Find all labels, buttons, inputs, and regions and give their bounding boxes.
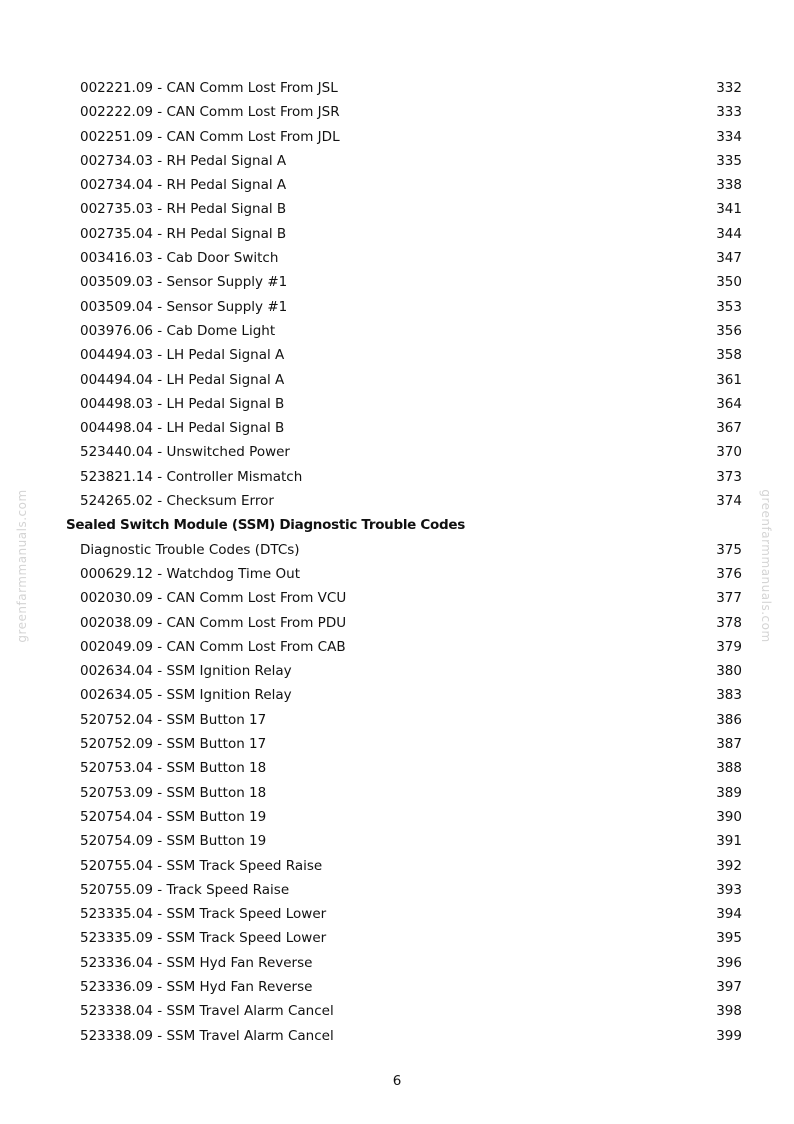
toc-entry-page: 379 bbox=[716, 638, 742, 655]
toc-entry[interactable] bbox=[66, 149, 742, 173]
toc-entry[interactable] bbox=[66, 926, 742, 950]
toc-entry-title: 002634.05 - SSM Ignition Relay bbox=[80, 687, 292, 704]
toc-entry-title: 002038.09 - CAN Comm Lost From PDU bbox=[80, 614, 347, 631]
toc-entry[interactable] bbox=[66, 805, 742, 829]
toc-entry-title: 002030.09 - CAN Comm Lost From VCU bbox=[80, 590, 347, 607]
toc-entry-title: 523335.04 - SSM Track Speed Lower bbox=[80, 906, 327, 923]
toc-entry-title: 004494.04 - LH Pedal Signal A bbox=[80, 371, 285, 388]
toc-entry[interactable] bbox=[66, 440, 742, 464]
toc-entry-page: 395 bbox=[716, 930, 742, 947]
toc-entry[interactable] bbox=[66, 465, 742, 489]
toc-entry-title: 003509.04 - Sensor Supply #1 bbox=[80, 298, 288, 315]
toc-entry-title: Diagnostic Trouble Codes (DTCs) bbox=[80, 541, 300, 558]
toc-entry-title: 004498.03 - LH Pedal Signal B bbox=[80, 395, 285, 412]
toc-entry-page: 396 bbox=[716, 954, 742, 971]
toc-entry[interactable] bbox=[66, 854, 742, 878]
toc-entry-title: 520755.09 - Track Speed Raise bbox=[80, 881, 290, 898]
toc-entry-page: 370 bbox=[716, 444, 742, 461]
toc-entry-page: 374 bbox=[716, 493, 742, 510]
toc-entry-page: 389 bbox=[716, 784, 742, 801]
toc-entry-title: 002735.04 - RH Pedal Signal B bbox=[80, 225, 287, 242]
toc-entry[interactable] bbox=[66, 100, 742, 124]
toc-entry[interactable] bbox=[66, 295, 742, 319]
toc-entry-title: 002251.09 - CAN Comm Lost From JDL bbox=[80, 128, 340, 145]
toc-entry-page: 332 bbox=[716, 80, 742, 96]
toc-entry-page: 393 bbox=[716, 881, 742, 898]
toc-entry-title: 003416.03 - Cab Door Switch bbox=[80, 250, 279, 267]
toc-entry-page: 373 bbox=[716, 468, 742, 485]
toc-entry[interactable] bbox=[66, 562, 742, 586]
toc-entry-title: 523338.09 - SSM Travel Alarm Cancel bbox=[80, 1027, 334, 1044]
toc-entry-page: 399 bbox=[716, 1027, 742, 1044]
toc-entry-page: 387 bbox=[716, 736, 742, 753]
toc-entry[interactable] bbox=[66, 683, 742, 707]
toc-entry-page: 397 bbox=[716, 978, 742, 995]
toc-entry-title: 002222.09 - CAN Comm Lost From JSR bbox=[80, 104, 340, 121]
toc-entry-page: 361 bbox=[716, 371, 742, 388]
toc-entry-title: 523821.14 - Controller Mismatch bbox=[80, 468, 303, 485]
toc-entry-page: 391 bbox=[716, 833, 742, 850]
toc-entry-title: 002634.04 - SSM Ignition Relay bbox=[80, 663, 292, 680]
toc-entry[interactable] bbox=[66, 611, 742, 635]
toc-entry-page: 358 bbox=[716, 347, 742, 364]
toc-entry[interactable] bbox=[66, 270, 742, 294]
toc-entry-title: 520754.09 - SSM Button 19 bbox=[80, 833, 267, 850]
toc-entry[interactable] bbox=[66, 1024, 742, 1048]
toc-entry[interactable] bbox=[66, 319, 742, 343]
toc-entry[interactable] bbox=[66, 732, 742, 756]
toc-entry-title: 000629.12 - Watchdog Time Out bbox=[80, 565, 300, 582]
toc-entry[interactable] bbox=[66, 708, 742, 732]
toc-entry[interactable] bbox=[66, 343, 742, 367]
table-of-contents bbox=[66, 76, 742, 1048]
toc-entry-title: 524265.02 - Checksum Error bbox=[80, 493, 274, 510]
toc-entry-title: 523336.04 - SSM Hyd Fan Reverse bbox=[80, 954, 313, 971]
toc-entry-page: 386 bbox=[716, 711, 742, 728]
toc-entry[interactable] bbox=[66, 197, 742, 221]
toc-entry[interactable] bbox=[66, 538, 742, 562]
toc-entry-title: 520753.04 - SSM Button 18 bbox=[80, 760, 267, 777]
toc-entry-page: 367 bbox=[716, 420, 742, 437]
toc-entry-title: 004494.03 - LH Pedal Signal A bbox=[80, 347, 285, 364]
toc-entry-page: 377 bbox=[716, 590, 742, 607]
toc-entry-page: 383 bbox=[716, 687, 742, 704]
toc-entry-page: 394 bbox=[716, 906, 742, 923]
toc-entry[interactable] bbox=[66, 125, 742, 149]
toc-entry-page: 398 bbox=[716, 1003, 742, 1020]
toc-entry-title: 002734.04 - RH Pedal Signal A bbox=[80, 177, 287, 194]
toc-entry-page: 334 bbox=[716, 128, 742, 145]
toc-entry[interactable] bbox=[66, 489, 742, 513]
toc-entry[interactable] bbox=[66, 829, 742, 853]
toc-entry-page: 341 bbox=[716, 201, 742, 218]
toc-entry-title: 002221.09 - CAN Comm Lost From JSL bbox=[80, 80, 338, 96]
toc-entry-title: 002734.03 - RH Pedal Signal A bbox=[80, 152, 287, 169]
toc-entry-page: 338 bbox=[716, 177, 742, 194]
toc-entry[interactable] bbox=[66, 975, 742, 999]
toc-entry-page: 376 bbox=[716, 565, 742, 582]
toc-entry[interactable] bbox=[66, 902, 742, 926]
toc-entry[interactable] bbox=[66, 173, 742, 197]
page-number: 6 bbox=[392, 1073, 402, 1089]
toc-entry-page: 335 bbox=[716, 152, 742, 169]
toc-entry[interactable] bbox=[66, 878, 742, 902]
toc-entry[interactable] bbox=[66, 246, 742, 270]
toc-entry-title: 520752.04 - SSM Button 17 bbox=[80, 711, 267, 728]
toc-entry-title: 520755.04 - SSM Track Speed Raise bbox=[80, 857, 323, 874]
toc-entry-page: 333 bbox=[716, 104, 742, 121]
toc-entry-title: 520753.09 - SSM Button 18 bbox=[80, 784, 267, 801]
toc-section-heading: Sealed Switch Module (SSM) Diagnostic Trouble Codes bbox=[66, 517, 465, 534]
toc-entry-title: 004498.04 - LH Pedal Signal B bbox=[80, 420, 285, 437]
toc-entry[interactable] bbox=[66, 416, 742, 440]
toc-entry-page: 353 bbox=[716, 298, 742, 315]
toc-entry-title: 523335.09 - SSM Track Speed Lower bbox=[80, 930, 327, 947]
toc-entry-title: 523440.04 - Unswitched Power bbox=[80, 444, 290, 461]
watermark-right: greenfarmmanuals.com bbox=[759, 489, 773, 643]
toc-entry[interactable] bbox=[66, 586, 742, 610]
toc-entry[interactable] bbox=[66, 659, 742, 683]
toc-entry-page: 364 bbox=[716, 395, 742, 412]
toc-entry-page: 347 bbox=[716, 250, 742, 267]
toc-entry[interactable] bbox=[66, 76, 742, 100]
toc-entry-page: 390 bbox=[716, 808, 742, 825]
toc-entry-page: 388 bbox=[716, 760, 742, 777]
toc-entry[interactable] bbox=[66, 756, 742, 780]
toc-entry-page: 344 bbox=[716, 225, 742, 242]
toc-entry-title: 520754.04 - SSM Button 19 bbox=[80, 808, 267, 825]
toc-entry-title: 003509.03 - Sensor Supply #1 bbox=[80, 274, 288, 291]
toc-entry-title: 002735.03 - RH Pedal Signal B bbox=[80, 201, 287, 218]
toc-entry[interactable] bbox=[66, 368, 742, 392]
toc-entry-title: 003976.06 - Cab Dome Light bbox=[80, 322, 276, 339]
toc-entry[interactable] bbox=[66, 392, 742, 416]
toc-entry-title: 523338.04 - SSM Travel Alarm Cancel bbox=[80, 1003, 334, 1020]
toc-entry-page: 380 bbox=[716, 663, 742, 680]
toc-entry-title: 523336.09 - SSM Hyd Fan Reverse bbox=[80, 978, 313, 995]
toc-entry-page: 392 bbox=[716, 857, 742, 874]
toc-entry[interactable] bbox=[66, 222, 742, 246]
toc-entry[interactable] bbox=[66, 951, 742, 975]
toc-entry-page: 356 bbox=[716, 322, 742, 339]
toc-entry[interactable] bbox=[66, 635, 742, 659]
toc-entry-title: 520752.09 - SSM Button 17 bbox=[80, 736, 267, 753]
toc-entry[interactable] bbox=[66, 999, 742, 1023]
watermark-left: greenfarmmanuals.com bbox=[15, 489, 29, 643]
toc-entry-page: 375 bbox=[716, 541, 742, 558]
toc-entry-page: 378 bbox=[716, 614, 742, 631]
toc-entry-page: 350 bbox=[716, 274, 742, 291]
toc-entry[interactable] bbox=[66, 781, 742, 805]
toc-entry-title: 002049.09 - CAN Comm Lost From CAB bbox=[80, 638, 346, 655]
